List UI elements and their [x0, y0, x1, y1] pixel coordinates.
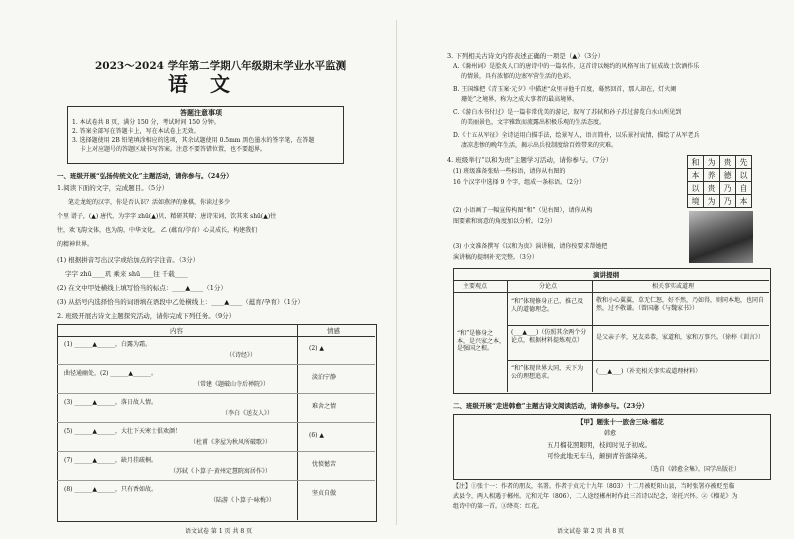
q3-option: C.《游白水书付过》是一篇非常优美的游记，叙写了苏轼和孙子苏过游览白水山所见到 [453, 109, 682, 116]
footnote: 武县令，两人相遇于郴州。元和元年（806），二人途经郴州时作此三首诗以纪念，寄托兴怀。②《榴花》为 [453, 493, 738, 500]
page-2 [397, 0, 794, 539]
grid-char: 以 [736, 169, 752, 182]
grid-char: 本 [736, 195, 752, 208]
question-1-2[interactable]: (2) 在文中甲处横线上填写恰当的标点：____▲____（1分） [57, 284, 227, 292]
outline-subpoint: “和”体现世界大同，天下为公的理想追求。 [511, 365, 584, 380]
character-grid [687, 155, 752, 208]
outline-subpoint: “和”体现修身正己，推己及人的道德理念。 [511, 298, 584, 313]
question-1-3[interactable]: (3) 从括号内选择恰当的词语填在语段中乙处横线上：____▲____（蕴育/孕育）（1分） [57, 298, 304, 306]
q3-option: D.《十五从军征》全诗运用白描手法，绘景写人，语言简朴，以乐景衬哀情，描绘了从军老兵 [453, 132, 700, 139]
outline-subpoint-blank[interactable]: (___▲___)（仿照其余两个分论点，根据材料提炼观点） [511, 329, 587, 344]
poem-author: 韩愈 [604, 430, 617, 437]
grid-char: 为 [704, 156, 720, 169]
table-row[interactable]: (5) ______▲______，大壮下天寒士俱欢颜！ [64, 428, 182, 435]
notice-item: 卡上对应题号的答题区域书写答案。注意不要答错位置，也不要超界。 [80, 146, 267, 153]
question-4-1: (1) 班级准备张贴一些标语，请你从右图的 [453, 168, 566, 175]
poem-line: 五月榴花照眼明，枝间时见子初成。 [547, 441, 651, 449]
grid-char: 乃 [720, 195, 736, 208]
emotion-cell: 淡泊宁静 [312, 374, 337, 381]
grid-char: 本 [688, 169, 704, 182]
grid-char: 和 [688, 156, 704, 169]
grid-char: 先 [736, 156, 752, 169]
table-row-source: （陆游《卜算子·咏梅》） [210, 497, 275, 504]
poem-line: 可怜此地无车马，颠倒青苔落绛英。 [547, 452, 651, 460]
passage-line: 个里 谱子，(▲) 唐代，为字字 zhū(▲)贝，精研其辩；唐诗宋词，饮其来 shū(▲)往 [57, 213, 277, 220]
grid-char: 养 [704, 169, 720, 182]
footnote: 组诗中的第一首。③绛英：红花。 [453, 503, 544, 510]
footnote: 【注】①张十一：作者的朋友，名署。作者于贞元十九年（803）十二月被贬阳山县，当时张署亦被贬至临 [453, 483, 735, 490]
table-row-source: （《诗经》） [226, 352, 257, 359]
question-4-3b: 演讲稿的提纲补充完整。（3分） [453, 254, 538, 261]
grid-char: 自 [736, 182, 752, 195]
q3-option: A.《滁州词》是脍炙人口的唐诗中的一篇名作，这首诗以婉约的风格写出了征成战士饮酒作乐 [453, 63, 700, 70]
outline-heading: 演讲提纲 [593, 271, 619, 279]
q3-option: 的美丽景色，文字雅致而流露出积极乐观的生活态度。 [461, 119, 606, 126]
q3-option: 珊处”之境界，称为之成大事者的最高境界。 [461, 96, 579, 103]
grid-char: 贵 [720, 156, 736, 169]
outline-col-header: 主要观点 [463, 283, 488, 290]
question-4-2b: 图要素和寓意的角度加以分析。（2分） [453, 218, 556, 225]
grid-char: 境 [688, 195, 704, 208]
poem-source: （选自《韩愈全集》，国学出版社） [647, 466, 741, 473]
page-footer: 语文试卷 第 1 页 共 8 页 [185, 528, 253, 535]
question-4: 4. 班级举行“以和为贵”主题学习活动，请你参与。（7分） [447, 156, 613, 164]
harmony-painting-image [689, 211, 753, 263]
grid-char: 以 [688, 182, 704, 195]
emotion-cell: 忧愤憾苦 [312, 461, 337, 468]
table-row-source: （李白《送友人》） [222, 410, 274, 417]
table-row[interactable]: (7) ______▲______，缺月挂疏桐。 [64, 457, 158, 464]
notice-item: 2. 答案全部写在答题卡上，写在本试卷上无效。 [72, 128, 200, 135]
passage-line: 笔走龙蛇的汉字，你是否认识？活如燕泽的象棋，你读过多少 [68, 199, 231, 206]
page-footer: 语文试卷 第 2 页 共 8 页 [557, 528, 625, 535]
q3-option: B. 王国维把《青玉案·元夕》中描述“众里寻他千百度，蓦然回首，那人却在，灯火阑 [453, 86, 677, 93]
notice-item: 3. 选择题使用 2B 铅笔填涂相应的选项，其余试题使用 0.5mm 黑色墨水的签字笔，在答题 [72, 137, 315, 144]
section-2-heading: 二、班级开展“走进韩愈”主题古诗文阅读活动，请你参与。（23分） [453, 402, 649, 410]
table-row[interactable]: 曲径通幽处，(2) ______▲______。 [64, 370, 158, 377]
outline-main-point: “和”是修身之本，是兴家之本，是强国之根。 [457, 330, 506, 352]
notice-item: 1. 本试卷共 8 页，满分 150 分，考试时间 150 分钟。 [72, 119, 220, 126]
outline-col-header: 分论点 [539, 283, 558, 290]
question-4-1b: 16 个汉字中选择 9 个字，组成一条标语。（2分） [453, 179, 585, 186]
exam-title: 2023～2024 学年第二学期八年级期末学业水平监测 [95, 60, 347, 72]
question-1: 1.阅读下面的文字，完成题目。（5分） [57, 184, 169, 192]
emotion-cell: 坚贞自傲 [312, 490, 337, 497]
grid-char: 乃 [720, 182, 736, 195]
table-row-source: （常建《题破山寺后禅院》） [194, 381, 270, 388]
question-1-1: (1) 根据拼音写出汉字或给加点的字注音。（3分） [57, 256, 200, 264]
outline-col-header: 相关事实或道理 [652, 283, 695, 290]
table-row[interactable]: (1) ______▲______，白露为霜。 [64, 341, 152, 348]
emotion-cell[interactable]: (6) ▲ [309, 432, 325, 439]
table-row[interactable]: (8) ______▲______，只有香如故。 [64, 486, 158, 493]
grid-char: 为 [704, 195, 720, 208]
notice-heading: 答题注意事项 [180, 108, 222, 117]
subject-heading: 语文 [168, 72, 252, 96]
outline-fact-blank[interactable]: (___▲___)（补充相关事实或道理材料） [596, 368, 702, 375]
question-1-1-answers[interactable]: 字字 zhū____玑 乘来 shū____往 千载____ [65, 270, 188, 278]
passage-line: 的精神世界。 [57, 241, 94, 248]
grid-char: 德 [720, 169, 736, 182]
emotion-cell[interactable]: (2) ▲ [309, 345, 325, 352]
q3-option: 凄凉悲惨的晚年生活，揭示出兵役制度给百姓带来的灾难。 [461, 142, 618, 149]
section-1-heading: 一、班级开展“弘扬传统文化”主题活动，请你参与。（24分） [57, 172, 233, 180]
emotion-cell: 难舍之情 [312, 403, 337, 410]
q3-option: 的情景，具有浓郁的边塞军营生活的色彩。 [461, 73, 576, 80]
table-row-source: （杜甫《茅屋为秋风所破歌》） [190, 439, 272, 446]
table-row-source: （苏轼《卜算子·黄州定慧院寓居作》） [170, 468, 271, 475]
question-4-2: (2) 小语画了一幅宣传构图“和”（见右图），请你从构 [453, 207, 593, 214]
question-4-3: (3) 小文准备撰写《以和为贵》演讲稿，请你按要求帮她把 [453, 243, 608, 250]
outline-fact: 是父亲子孝，兄友弟恭，家道和，家和万事兴。（徐梓《训言》） [596, 334, 765, 341]
poem-title: 【甲】题张十一旅舍三咏·榴花 [577, 418, 664, 426]
outline-fact: 敬和小心翼翼，草无仁怒，好不然，乃如得，则同本地，也同自然，过不敬谦。（曾国藩《与魏家书》） [596, 297, 765, 312]
question-2: 2. 班级开展古诗文主题探究活动，请你完成下列任务。（9分） [57, 312, 236, 320]
passage-line: 往，欢飞韵文体，也为韵，中华文化， 乙 (蕴育/孕育）心灵成长，构建我们 [57, 227, 258, 234]
table-header-content: 内容 [170, 327, 183, 335]
grid-char: 贵 [704, 182, 720, 195]
table-row[interactable]: (3) ______▲______，落日故人情。 [64, 399, 158, 406]
table-header-emotion: 情感 [327, 327, 340, 335]
question-3[interactable]: 3. 下列相关古诗文内容表述正确的一项是（▲）（3分） [447, 52, 605, 60]
